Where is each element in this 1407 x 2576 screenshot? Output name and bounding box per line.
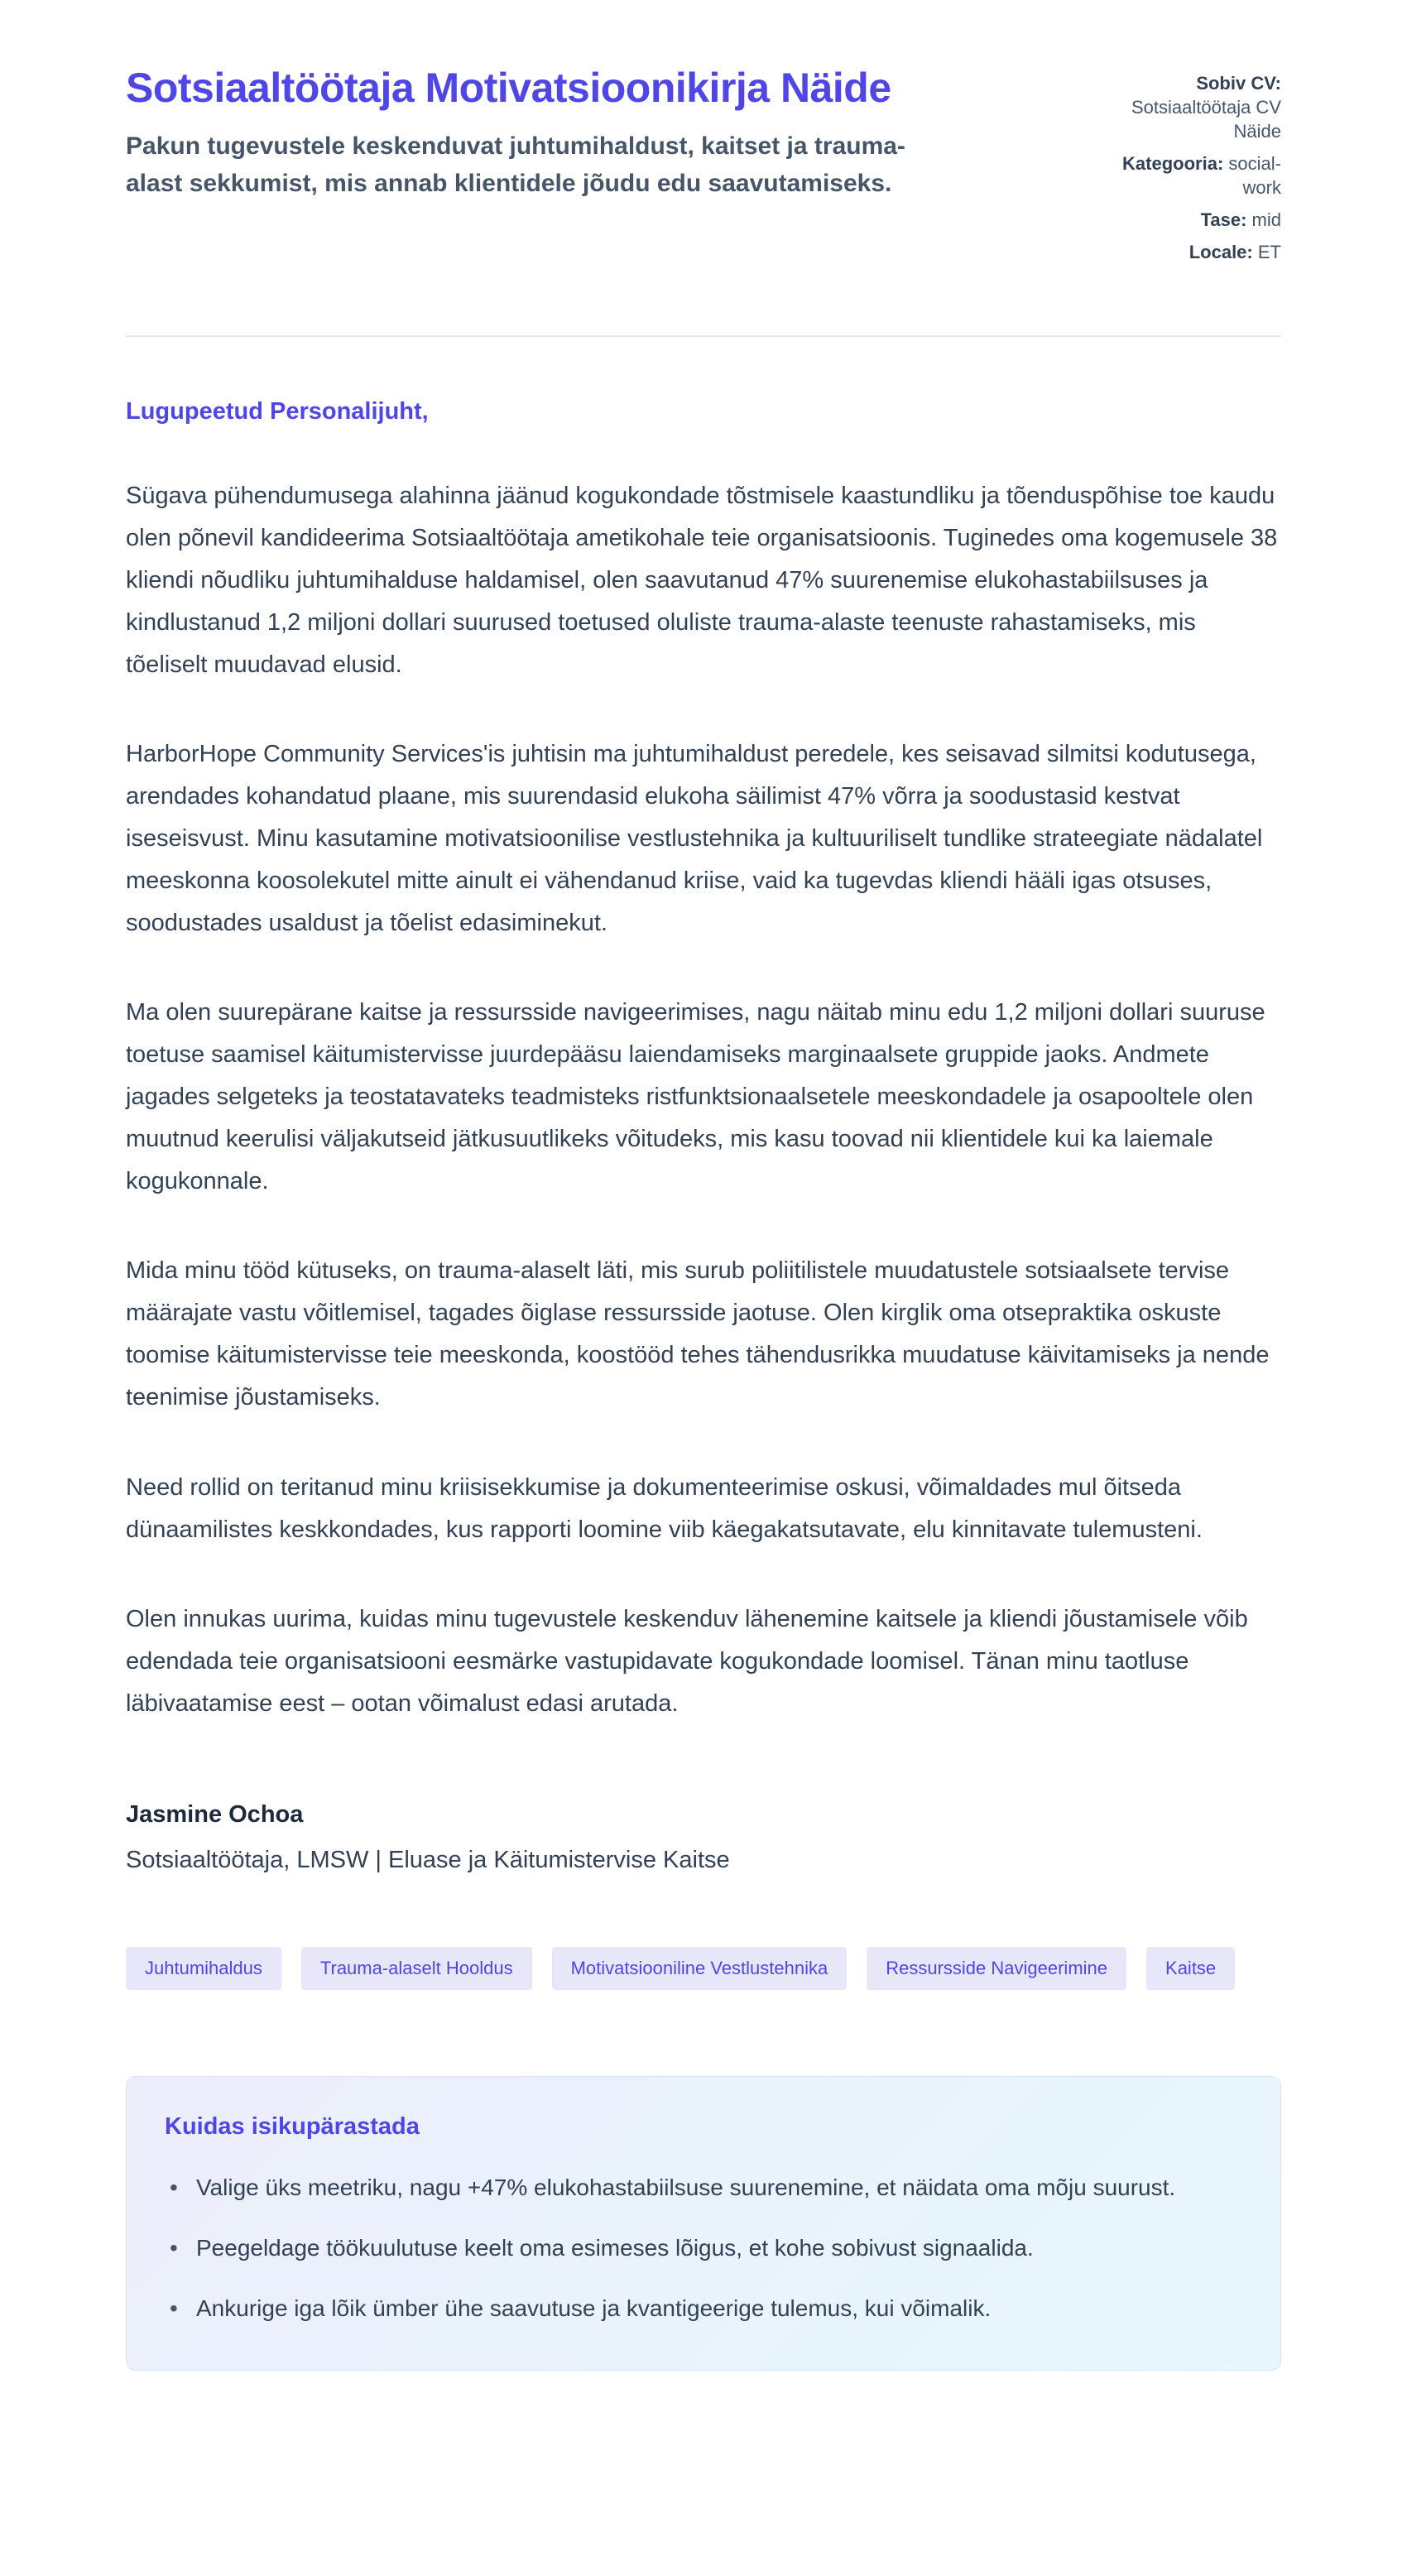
tag-chip: Juhtumihaldus — [126, 1947, 281, 1990]
callout-bullet: • Peegeldage töökuulutuse keelt oma esimeses lõigus, et kohe sobivust signaalida. — [165, 2228, 1242, 2268]
meta-value: mid — [1251, 209, 1281, 231]
meta-label: Locale: — [1189, 242, 1253, 263]
tag-chip: Ressursside Navigeerimine — [867, 1947, 1126, 1990]
letter-body — [126, 396, 1281, 1873]
meta-item-level — [1101, 208, 1281, 232]
callout-bullet-list — [165, 2167, 1242, 2328]
meta-item-locale — [1101, 240, 1281, 264]
page-title: Sotsiaaltöötaja Motivatsioonikirja Näide — [126, 65, 891, 111]
meta-label: Kategooria: — [1122, 153, 1224, 175]
paragraph: Sügava pühendumusega alahinna jäänud kogukondade tõstmisele kaastundliku ja tõenduspõhise toe kaudu olen põnevil kandideerima Sotsiaaltöötaja ametikohale teie organisatsioonis. Tuginedes oma kogemusele 38 kliendi nõudliku juhtumihalduse haldamisel, olen saavutanud 47% suurenemise elukohastabiilsuses ja kindlustanud 1,2 miljoni dollari suurused toetused oluliste trauma-alaste teenuste rahastamiseks, mis tõeliselt muudavad elusid. — [126, 482, 1278, 679]
tag-chip: Trauma-alaselt Hooldus — [301, 1947, 532, 1990]
meta-value: ET — [1257, 242, 1281, 263]
signature-name: Jasmine Ochoa — [126, 1800, 304, 1828]
meta-value: Sotsiaaltöötaja CV Näide — [1131, 97, 1281, 142]
header-divider — [126, 335, 1281, 337]
tag-list — [126, 1947, 1281, 1990]
tag-chip: Motivatsiooniline Vestlustehnika — [552, 1947, 848, 1990]
personalization-callout — [126, 2076, 1281, 2371]
meta-label: Sobiv CV: — [1196, 73, 1281, 94]
paragraph: HarborHope Community Services'is juhtisin ma juhtumihaldust peredele, kes seisavad silmitsi kodutusega, arendades kohandatud plaane, mis suurendasid elukoha säilimist 47% võrra ja soodustasid kestvat iseseisvust. Minu kasutamine motivatsioonilise vestlustehnika ja kultuuriliselt tundlike strateegiate nädalatel meeskonna koosolekutel mitte ainult ei vähendanud kriise, vaid ka tugevdas kliendi hääli igas otsuses, soodustades usaldust ja tõelist edasiminekut. — [126, 741, 1263, 937]
meta-label: Tase: — [1200, 209, 1247, 231]
meta-value: social-work — [1228, 153, 1281, 199]
header-left — [126, 65, 1101, 202]
paragraph: Ma olen suurepärane kaitse ja ressursside navigeerimises, nagu näitab minu edu 1,2 miljoni dollari suuruse toetuse saamisel käitumistervisse juurdepääsu laiendamiseks marginaalsete gruppide jaoks. Andmete jagades selgeteks ja teostatavateks teadmisteks ristfunktsionaalsetele meeskondadele ja osapooltele olen muutnud keerulisi väljakutseid jätkusuutlikeks võitudeks, mis kasu toovad nii klientidele kui ka laiemale kogukonnale. — [126, 999, 1265, 1195]
meta-panel — [1101, 71, 1281, 272]
signature-role: Sotsiaaltöötaja, LMSW | Eluase ja Käitumistervise Kaitse — [126, 1846, 730, 1873]
paragraph: Need rollid on teritanud minu kriisisekkumise ja dokumenteerimise oskusi, võimaldades mul õitseda dünaamilistes keskkondades, kus rapporti loomine viib käegakatsutavate, elu kinnitavate tulemusteni. — [126, 1473, 1203, 1543]
header — [126, 65, 1281, 272]
callout-bullet: • Ankurige iga lõik ümber ühe saavutuse ja kvantigeerige tulemus, kui võimalik. — [165, 2288, 1242, 2328]
meta-item-matching-cv — [1101, 71, 1281, 143]
callout-title: Kuidas isikupärastada — [165, 2112, 420, 2140]
tag-chip: Kaitse — [1146, 1947, 1235, 1990]
page-subtitle: Pakun tugevustele keskenduvat juhtumihaldust, kaitset ja trauma-alast sekkumist, mis annab klientidele jõudu edu saavutamiseks. — [126, 132, 905, 197]
meta-item-category — [1101, 151, 1281, 199]
greeting: Lugupeetud Personalijuht, — [126, 398, 429, 425]
callout-bullet: • Valige üks meetriku, nagu +47% elukohastabiilsuse suurenemine, et näidata oma mõju suurust. — [165, 2167, 1242, 2208]
paragraph: Olen innukas uurima, kuidas minu tugevustele keskenduv lähenemine kaitsele ja kliendi jõustamisele võib edendada teie organisatsiooni eesmärke vastupidavate kogukondade loomisel. Tänan minu taotluse läbivaatamise eest – ootan võimalust edasi arutada. — [126, 1605, 1248, 1717]
paragraph: Mida minu tööd kütuseks, on trauma-alaselt läti, mis surub poliitilistele muudatustele sotsiaalsete tervise määrajate vastu võitlemisel, tagades õiglase ressursside jaotuse. Olen kirglik oma otsepraktika oskuste toomise käitumistervisse teie meeskonda, koostööd tehes tähendusrikka muudatuse käivitamiseks ja nende teenimise jõustamiseks. — [126, 1257, 1270, 1411]
